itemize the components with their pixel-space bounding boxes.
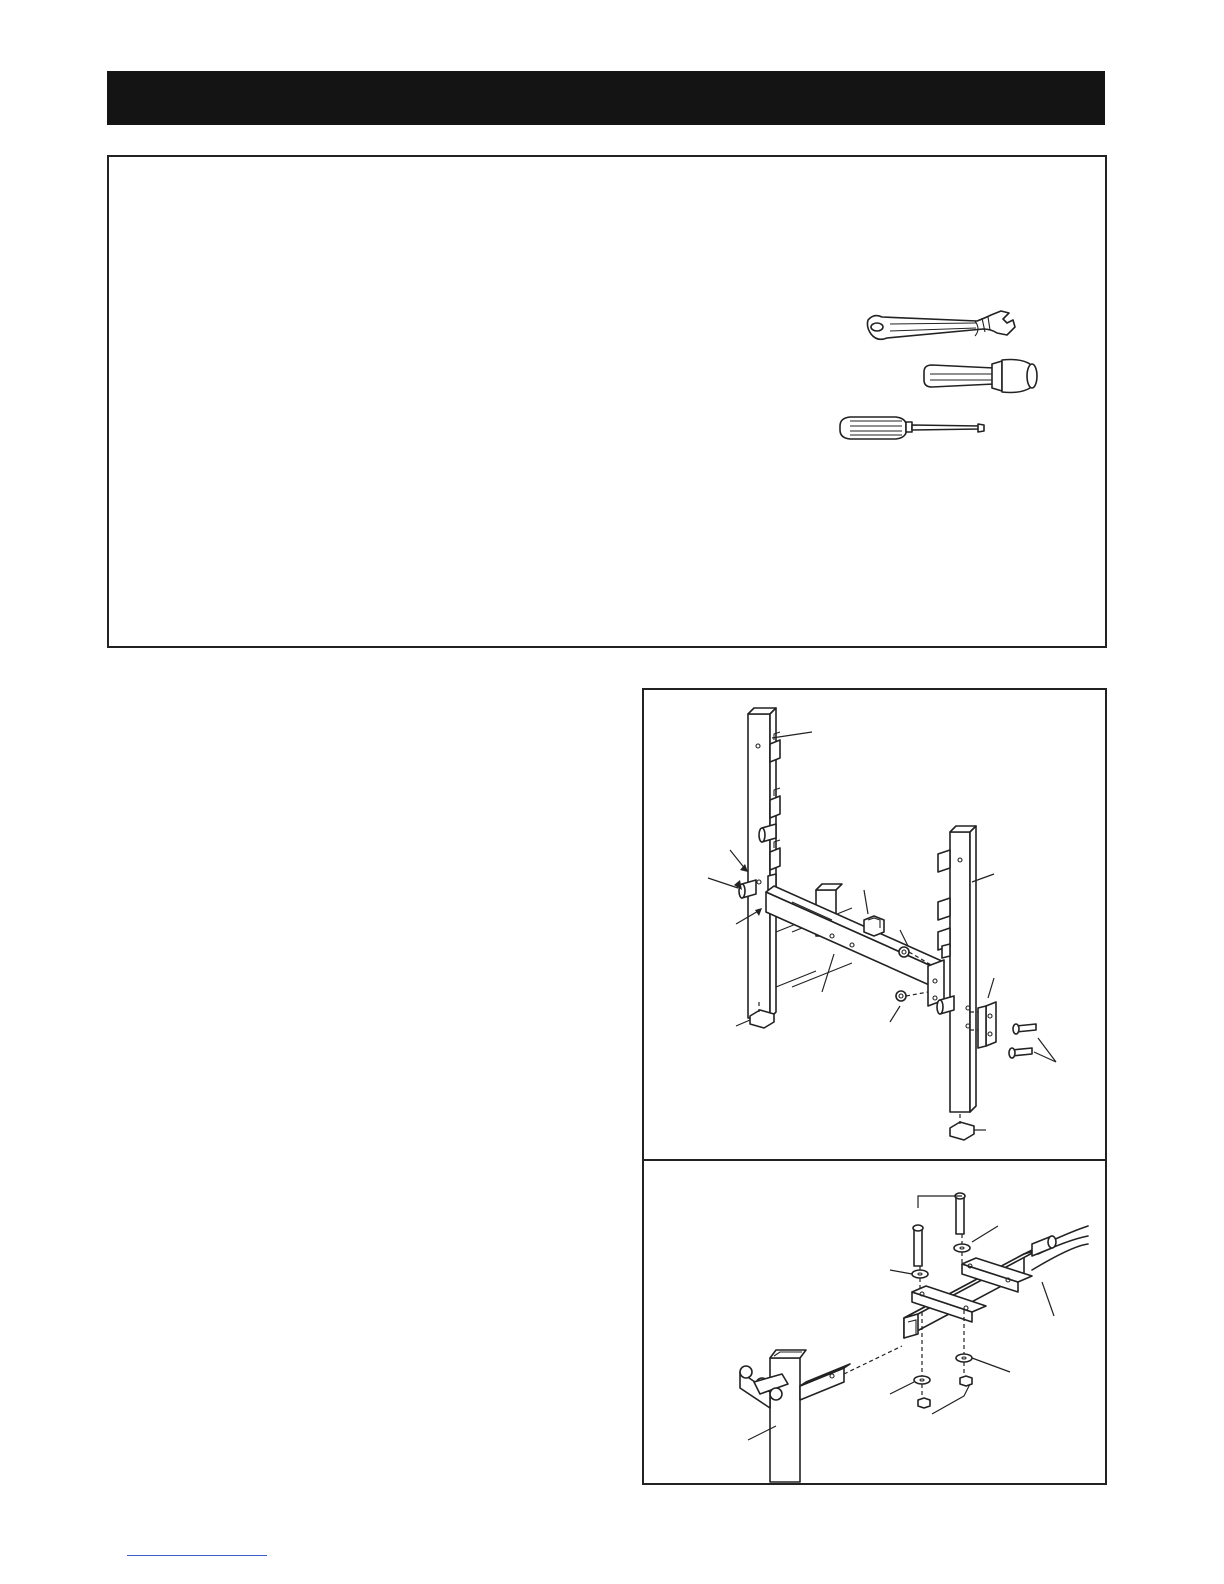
section-header-bar (107, 71, 1105, 125)
flathead-screwdriver-icon (109, 157, 1105, 646)
crossbar-bolt-assembly-diagram (644, 690, 1105, 1483)
footer-link-underline[interactable] (127, 1555, 267, 1556)
assembly-figures-box (642, 688, 1107, 1485)
tools-box (107, 155, 1107, 648)
